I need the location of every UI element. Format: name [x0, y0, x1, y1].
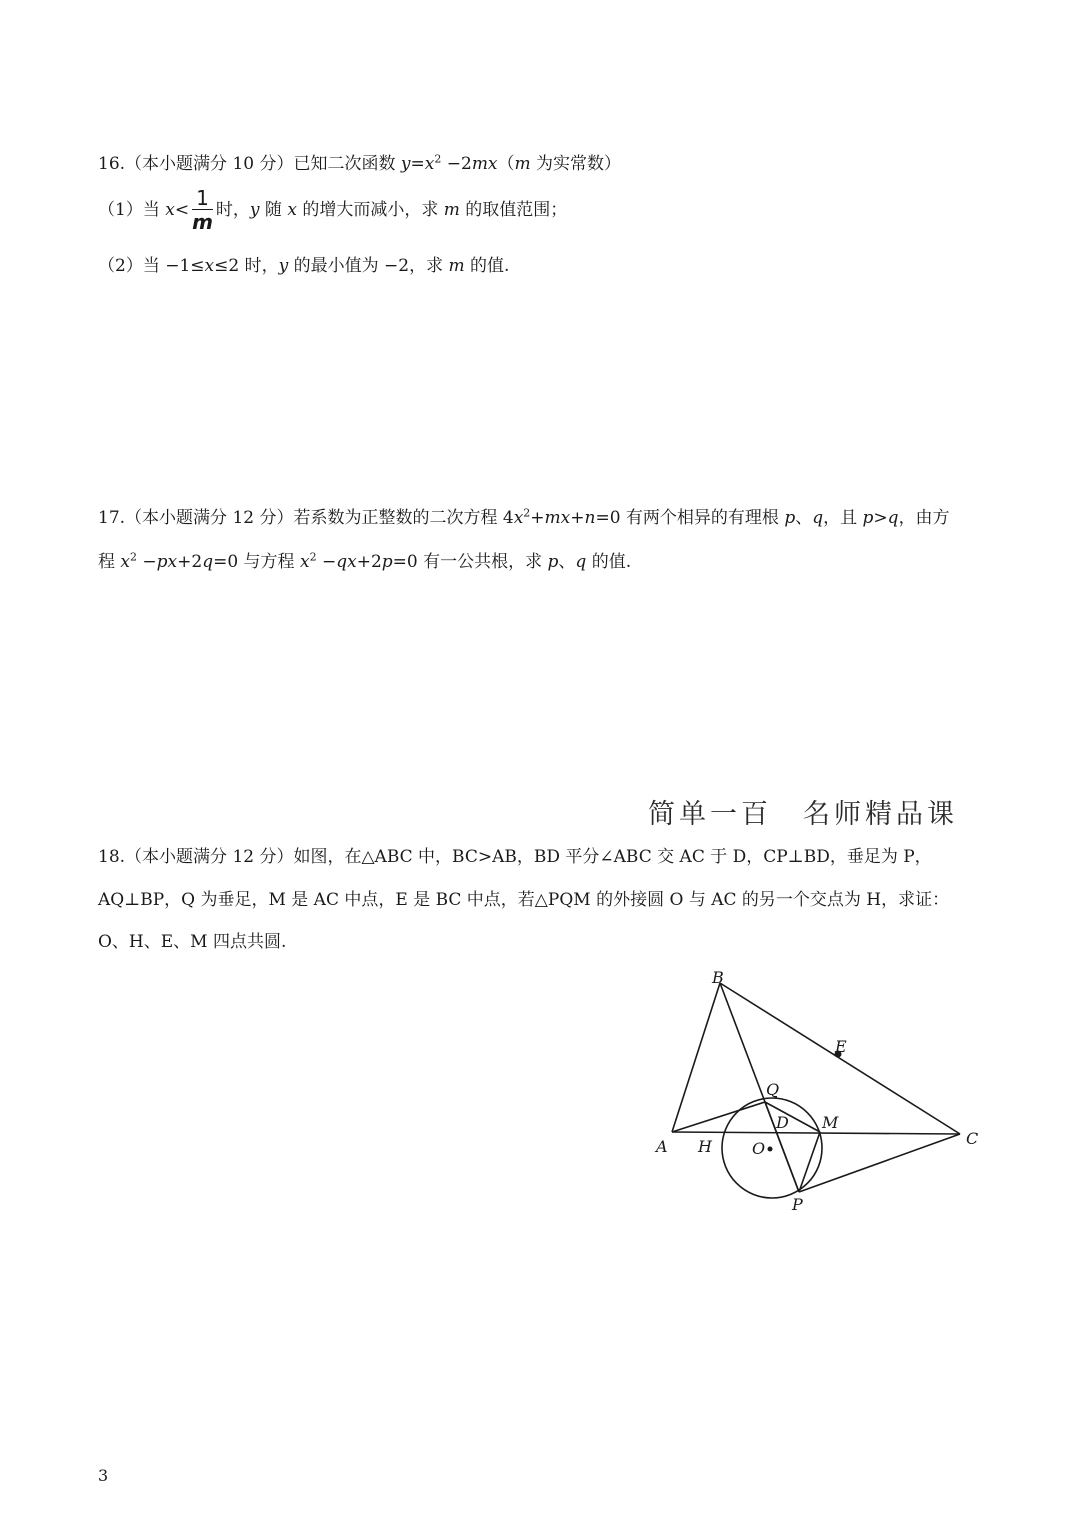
text: 、: [558, 552, 576, 572]
var-px: px: [156, 552, 178, 572]
text: ，且: [823, 508, 863, 528]
label-a: A: [656, 1137, 668, 1156]
var-p: p: [862, 508, 874, 528]
text: =0 有一公共根，求: [392, 552, 548, 572]
label-o: O: [752, 1139, 766, 1158]
part-1-text: 随: [259, 200, 288, 220]
text: +2: [356, 552, 382, 572]
var-p: p: [381, 552, 393, 572]
less-than: <: [174, 200, 190, 220]
text: 、: [795, 508, 813, 528]
label-m: M: [822, 1113, 839, 1132]
segment-bc: [720, 983, 960, 1134]
var-qx: qx: [336, 552, 357, 572]
text: 程: [98, 552, 121, 572]
part-2-text: 的最小值为 −2，求: [288, 256, 449, 276]
part-1-text: 的取值范围；: [459, 200, 568, 220]
var-q: q: [812, 508, 824, 528]
text: +: [530, 508, 545, 528]
label-e: E: [835, 1037, 847, 1056]
var-x: x: [299, 552, 310, 572]
label-d: D: [776, 1113, 789, 1132]
paren-open: （: [497, 154, 515, 174]
watermark-brand: 简单一百 名师精品课: [648, 799, 958, 830]
problem-16-header: 16.（本小题满分 10 分）已知二次函数: [98, 154, 401, 174]
part-2-text: 的值.: [464, 256, 510, 276]
var-mx: mx: [544, 508, 571, 528]
text: +: [570, 508, 585, 528]
problem-18-line-1: 18.（本小题满分 12 分）如图，在△ABC 中，BC>AB，BD 平分∠ABC 交 AC 于 D，CP⊥BD，垂足为 P，: [98, 847, 932, 867]
problem-17-line-2: [98, 550, 631, 574]
text: 的值.: [586, 552, 632, 572]
part-1-text: 的增大而减小，求: [296, 200, 444, 220]
var-y: y: [249, 200, 260, 220]
problem-17-line-1: [98, 506, 950, 530]
label-p: P: [792, 1195, 803, 1214]
label-c: C: [966, 1129, 979, 1148]
segment-ab: [672, 983, 720, 1132]
geometry-figure: [648, 960, 993, 1220]
fraction-numerator: 1: [192, 187, 213, 210]
var-x: x: [204, 256, 215, 276]
var-q: q: [575, 552, 587, 572]
part-2-prefix: （2）当 −1≤: [98, 256, 205, 276]
problem-16-tail: 为实常数）: [530, 154, 622, 174]
segment-ac: [672, 1132, 960, 1134]
var-y: y: [278, 256, 289, 276]
var-p: p: [784, 508, 796, 528]
text: =0 有两个相异的有理根: [595, 508, 785, 528]
label-h: H: [698, 1137, 712, 1156]
var-m: m: [448, 256, 465, 276]
segment-aq: [672, 1102, 765, 1132]
var-x: x: [513, 508, 524, 528]
problem-16-statement: [98, 152, 621, 176]
var-x: x: [165, 200, 175, 220]
text: +2: [177, 552, 203, 572]
point-o: [768, 1147, 773, 1152]
problem-18-line-3: O、H、E、M 四点共圆.: [98, 932, 287, 952]
part-2-text: ≤2 时，: [214, 256, 279, 276]
segment-cp: [799, 1134, 960, 1192]
problem-18-line-2: AQ⊥BP，Q 为垂足，M 是 AC 中点，E 是 BC 中点，若△PQM 的外接圆 O 与 AC 的另一个交点为 H，求证：: [98, 890, 950, 910]
text: −: [316, 552, 337, 572]
var-q: q: [202, 552, 214, 572]
text: 17.（本小题满分 12 分）若系数为正整数的二次方程 4: [98, 508, 514, 528]
var-p: p: [547, 552, 559, 572]
text: ，由方: [898, 508, 950, 528]
text: =0 与方程: [213, 552, 300, 572]
var-n: n: [584, 508, 596, 528]
var-m: m: [443, 200, 460, 220]
fraction-denominator: m: [192, 210, 213, 234]
part-1-prefix: （1）当: [98, 200, 166, 220]
var-x: x: [120, 552, 130, 572]
label-b: B: [712, 968, 724, 987]
exponent: 2: [130, 550, 137, 564]
exponent: 2: [434, 152, 442, 166]
text: −: [137, 552, 157, 572]
minus-two: −2: [441, 154, 472, 174]
var-x: x: [287, 200, 297, 220]
var-m: m: [514, 154, 531, 174]
label-q: Q: [766, 1080, 780, 1099]
var-x: x: [424, 154, 435, 174]
text: >: [873, 508, 888, 528]
exponent: 2: [523, 506, 531, 520]
problem-16-part-1: [98, 187, 567, 234]
var-q: q: [887, 508, 899, 528]
exponent: 2: [309, 550, 317, 564]
var-y: y: [400, 154, 411, 174]
var-mx: mx: [471, 154, 498, 174]
segment-pm: [799, 1132, 820, 1192]
page-number: 3: [98, 1466, 109, 1485]
equals-sign: =: [410, 154, 425, 174]
problem-16-part-2: [98, 254, 509, 278]
part-1-mid: 时，: [215, 200, 250, 220]
fraction-one-over-m: [192, 187, 213, 234]
